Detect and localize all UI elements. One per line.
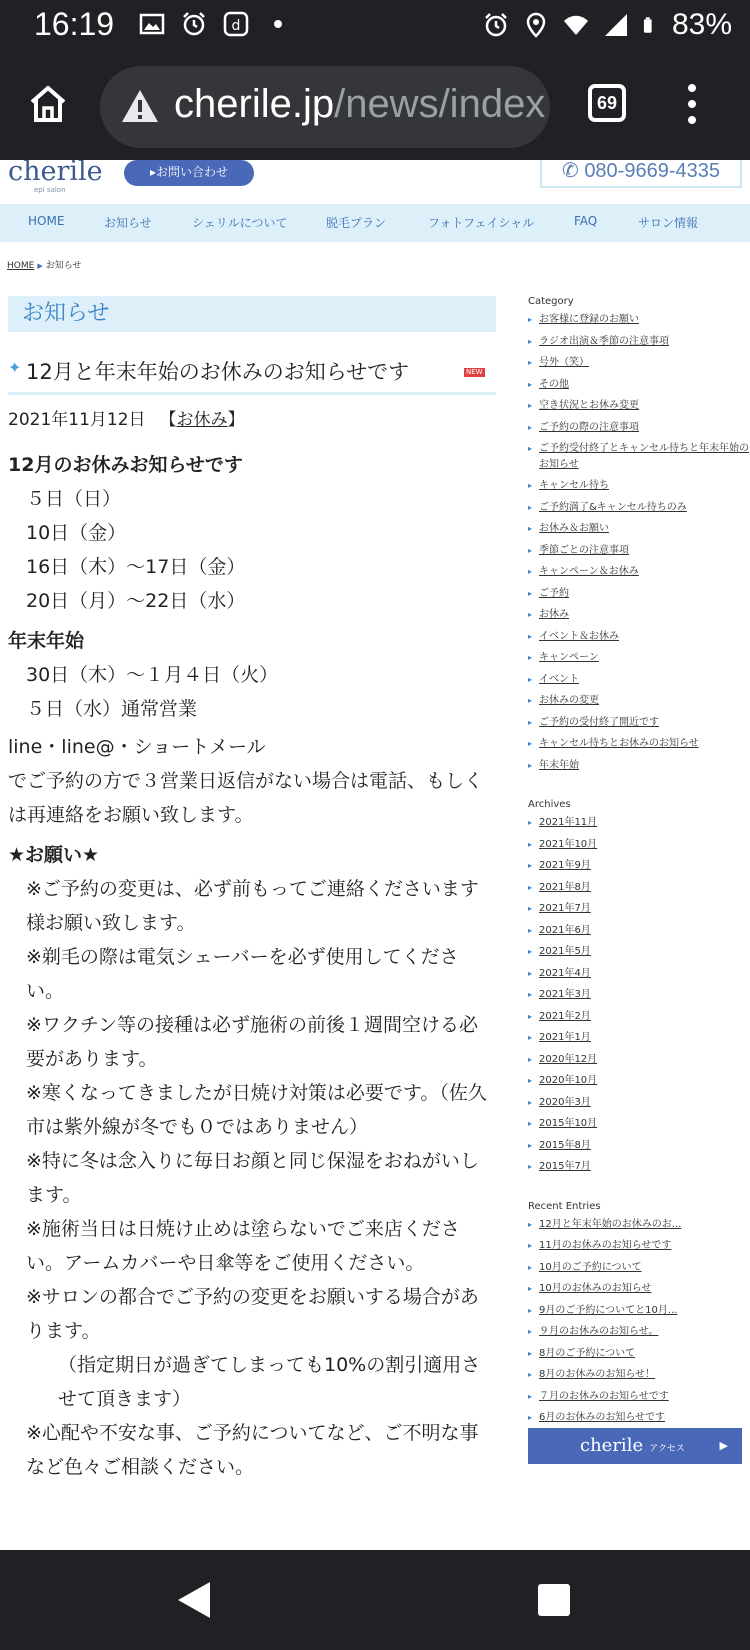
archive-link[interactable]: [528, 837, 750, 853]
url-path: /news/index: [334, 82, 546, 126]
archive-link-label: 2015年8月: [539, 1139, 591, 1151]
notification-icons: [138, 10, 292, 38]
site-nav: [0, 204, 750, 242]
svg-text:d: d: [231, 18, 241, 34]
archive-link-label: 2015年10月: [539, 1118, 598, 1129]
category-bracket-close: 】: [227, 410, 245, 430]
battery-percent: 83%: [671, 8, 732, 41]
nav-hair-removal-plan[interactable]: 脱毛プラン: [326, 216, 387, 230]
category-link-label: お客様に登録のお願い: [539, 314, 639, 325]
archive-link-label: 2021年10月: [539, 838, 598, 850]
body-paragraph: ※施術当日は日焼け止めは塗らないでご来店ください。アームカバーや日傘等をご使用ください。: [26, 1218, 460, 1274]
category-link-label: 空き状況とお休み変更: [539, 400, 639, 411]
contact-button[interactable]: ▸お問い合わせ: [124, 160, 254, 186]
recent-entries-list: [528, 1217, 750, 1426]
archive-link-label: 2021年4月: [539, 967, 591, 979]
sparkle-icon: ✦: [8, 358, 22, 377]
recent-entry-link-label: 10月のお休みのお知らせ: [539, 1283, 652, 1294]
body-paragraph: （指定期日が過ぎてしまっても10%の割引適用させて頂きます）: [58, 1354, 481, 1410]
title-divider: [8, 392, 496, 395]
signal-icon: [602, 11, 630, 39]
category-link[interactable]: [528, 500, 750, 516]
category-link[interactable]: [528, 420, 750, 436]
category-bracket-open: 【: [159, 410, 177, 430]
url-host: cherile.jp: [174, 82, 335, 126]
nav-salon-info[interactable]: サロン情報: [638, 216, 699, 230]
archive-link[interactable]: [528, 1009, 750, 1025]
archive-link[interactable]: [528, 966, 750, 982]
archive-link[interactable]: [528, 901, 750, 917]
location-icon: [522, 11, 550, 39]
category-link-label: ご予約の受付終了開近です: [539, 716, 659, 728]
post-category-link[interactable]: お休み: [176, 410, 228, 430]
category-link[interactable]: [528, 521, 750, 537]
category-link-label: イベント＆お休み: [539, 630, 619, 642]
main-content: [8, 296, 496, 1484]
archive-link[interactable]: [528, 815, 750, 831]
category-link-label: ラジオ出演＆季節の注意事項: [539, 335, 669, 347]
archive-list: [528, 815, 750, 1175]
category-link-label: 号外（笑）: [539, 357, 589, 368]
recent-entry-link-label: 8月のお休みのお知らせ！: [539, 1369, 656, 1380]
recent-entry-link[interactable]: [528, 1217, 750, 1233]
battery-icon: [642, 11, 660, 39]
category-link-label: お休みの変更: [539, 695, 599, 706]
phone-number-text: 080-9669-4335: [584, 160, 720, 182]
recent-entry-link-label: 6月のお休みのお知らせです: [539, 1412, 666, 1423]
app-d-icon: [222, 10, 250, 38]
access-button[interactable]: [528, 1428, 742, 1464]
status-time: 16:19: [34, 6, 115, 42]
gallery-icon: [138, 10, 166, 38]
alarm-icon: [180, 10, 208, 38]
archive-link-label: 2021年3月: [539, 989, 591, 1000]
body-paragraph: ５日（日）: [26, 488, 122, 510]
category-link[interactable]: [528, 736, 750, 752]
recent-entry-link-label: 11月のお休みのお知らせです: [539, 1240, 672, 1251]
category-link-label: イベント: [539, 673, 579, 685]
archive-link-label: 2021年6月: [539, 924, 591, 936]
more-menu-icon[interactable]: [682, 80, 702, 128]
body-paragraph: 16日（木）～17日（金）: [26, 556, 246, 578]
category-link[interactable]: [528, 355, 750, 371]
category-link[interactable]: [528, 715, 750, 731]
site-logo-subtitle: epi salon: [34, 186, 66, 194]
body-paragraph: ※ワクチン等の接種は必ず施術の前後１週間空ける必要があります。: [26, 1014, 478, 1070]
back-icon[interactable]: [176, 1580, 212, 1620]
post-date: 2021年11月12日: [8, 410, 146, 430]
body-paragraph: line・line@・ショートメール: [8, 736, 266, 758]
category-link[interactable]: [528, 607, 750, 623]
category-link-label: 季節ごとの注意事項: [539, 544, 629, 556]
recent-entry-link[interactable]: [528, 1260, 750, 1276]
sidebar-archives-title: Archives: [528, 799, 571, 810]
archive-link-label: 2020年3月: [539, 1096, 591, 1108]
archive-link[interactable]: [528, 1095, 750, 1111]
recent-entry-link[interactable]: [528, 1281, 750, 1297]
recent-entry-link[interactable]: [528, 1303, 750, 1319]
nav-news[interactable]: お知らせ: [104, 216, 152, 230]
archive-link[interactable]: [528, 880, 750, 896]
body-subheading: 年末年始: [8, 630, 85, 652]
recent-entry-link-label: 10月のご予約について: [539, 1261, 642, 1273]
section-heading: お知らせ: [8, 296, 496, 332]
archive-link-label: 2021年2月: [539, 1010, 591, 1022]
archive-link-label: 2021年11月: [539, 817, 598, 828]
recent-entry-link[interactable]: [528, 1410, 750, 1426]
body-paragraph: 10日（金）: [26, 522, 127, 544]
recent-entry-link[interactable]: [528, 1324, 750, 1340]
body-subheading: ★お願い★: [8, 844, 100, 866]
category-link-label: お休み: [539, 609, 569, 620]
home-icon[interactable]: [26, 82, 70, 126]
not-secure-warning-icon[interactable]: [120, 88, 160, 124]
access-logo: cherile: [580, 1435, 644, 1456]
archive-link-label: 2020年12月: [539, 1053, 598, 1065]
archive-link-label: 2021年8月: [539, 881, 591, 893]
archive-link-label: 2020年10月: [539, 1075, 598, 1086]
recent-entry-link-label: 9月のご予約についてと10月...: [539, 1304, 678, 1316]
category-link-label: ご予約満了&キャンセル待ちのみ: [539, 501, 687, 513]
category-link[interactable]: [528, 586, 750, 602]
category-link[interactable]: [528, 693, 750, 709]
category-link[interactable]: [528, 672, 750, 688]
body-paragraph: ※心配や不安な事、ご予約についてなど、ご不明な事など色々ご相談ください。: [26, 1422, 479, 1478]
category-link-label: キャンセル待ちとお休みのお知らせ: [539, 738, 699, 749]
category-link[interactable]: [528, 650, 750, 666]
category-link[interactable]: [528, 398, 750, 414]
category-link-label: その他: [539, 378, 569, 390]
recent-entry-link-label: ７月のお休みのお知らせです: [539, 1390, 669, 1402]
recent-entry-link[interactable]: [528, 1238, 750, 1254]
category-list: [528, 312, 750, 773]
arrow-right-icon: ▶: [719, 1439, 728, 1452]
address-bar[interactable]: [100, 66, 550, 148]
archive-link-label: 2021年1月: [539, 1032, 591, 1043]
body-paragraph: ５日（水）通常営業: [26, 698, 198, 720]
category-link[interactable]: [528, 564, 750, 580]
category-link-label: キャンペーン＆お休み: [539, 566, 639, 577]
tab-switcher-button[interactable]: 69: [588, 84, 626, 122]
recent-entry-link[interactable]: [528, 1389, 750, 1405]
archive-link[interactable]: [528, 1030, 750, 1046]
body-paragraph: 20日（月）～22日（水）: [26, 590, 246, 612]
archive-link-label: 2021年5月: [539, 946, 591, 957]
category-link[interactable]: [528, 441, 750, 472]
category-link-label: ご予約の際の注意事項: [539, 421, 639, 433]
post-category: [160, 410, 245, 430]
category-link[interactable]: [528, 758, 750, 774]
post-meta: [8, 405, 496, 430]
system-nav-bar: [0, 1550, 750, 1650]
nav-home[interactable]: HOME: [28, 214, 65, 228]
body-paragraph: ※特に冬は念入りに毎日お顔と同じ保湿をおねがいします。: [26, 1150, 479, 1206]
category-link-label: キャンセル待ち: [539, 480, 609, 491]
alarm-icon: [482, 11, 510, 39]
archive-link[interactable]: [528, 987, 750, 1003]
post-title: [8, 356, 496, 392]
sidebar-category-title: Category: [528, 296, 574, 307]
access-label: アクセス: [649, 1444, 685, 1454]
archive-link-label: 2021年9月: [539, 860, 591, 871]
recent-entry-link-label: 12月と年末年始のお休みのお...: [539, 1218, 682, 1230]
wifi-icon: [562, 11, 590, 39]
archive-link[interactable]: [528, 1159, 750, 1175]
category-link-label: 年末年始: [539, 759, 579, 771]
category-link-label: ご予約受付終了とキャンセル待ちと年末年始のお知らせ: [539, 443, 749, 470]
body-paragraph: ※ご予約の変更は、必ず前もってご連絡くださいます様お願い致します。: [26, 878, 479, 934]
body-paragraph: ※寒くなってきましたが日焼け対策は必要です。（佐久市は紫外線が冬でも０ではありません）: [26, 1082, 487, 1138]
archive-link-label: 2021年7月: [539, 903, 591, 914]
nav-photo-facial[interactable]: フォトフェイシャル: [428, 216, 535, 230]
recent-entry-link[interactable]: [528, 1367, 750, 1383]
archive-link[interactable]: [528, 923, 750, 939]
archive-link[interactable]: [528, 1073, 750, 1089]
recent-entry-link[interactable]: [528, 1346, 750, 1362]
breadcrumb-current: お知らせ: [45, 261, 82, 271]
web-page: [0, 160, 750, 1550]
nav-about[interactable]: シェリルについて: [192, 216, 288, 230]
phone-number[interactable]: ✆ 080-9669-4335: [540, 160, 742, 188]
body-paragraph: 30日（木）～１月４日（火）: [26, 664, 279, 686]
sidebar-recent-title: Recent Entries: [528, 1200, 601, 1212]
post-body: [8, 448, 496, 1484]
archive-link[interactable]: [528, 858, 750, 874]
archive-link[interactable]: [528, 944, 750, 960]
body-subheading: 12月のお休みお知らせです: [8, 454, 243, 476]
site-logo[interactable]: cherile: [8, 160, 103, 187]
category-link[interactable]: [528, 334, 750, 350]
system-icons: [482, 8, 732, 42]
new-badge: NEW: [466, 368, 483, 376]
breadcrumb-home[interactable]: HOME: [7, 261, 35, 271]
category-link-label: キャンペーン: [539, 652, 599, 663]
archive-link[interactable]: [528, 1116, 750, 1132]
category-link-label: お休み＆お願い: [539, 523, 609, 534]
category-link[interactable]: [528, 377, 750, 393]
post-title-text: 12月と年末年始のお休みのお知らせです: [26, 360, 410, 384]
nav-faq[interactable]: FAQ: [574, 214, 598, 228]
category-link[interactable]: [528, 629, 750, 645]
recent-apps-icon[interactable]: [538, 1584, 570, 1616]
archive-link[interactable]: [528, 1138, 750, 1154]
dot-icon: [264, 10, 292, 38]
recent-entry-link-label: 8月のご予約について: [539, 1347, 636, 1359]
status-bar: [0, 0, 750, 52]
body-paragraph: ※剃毛の際は電気シェーバーを必ず使用してください。: [26, 946, 459, 1002]
archive-link[interactable]: [528, 1052, 750, 1068]
breadcrumb: [7, 258, 81, 271]
breadcrumb-separator-icon: ▶: [37, 262, 43, 270]
sidebar: [528, 296, 750, 1452]
body-paragraph: ※サロンの都合でご予約の変更をお願いする場合があります。: [26, 1286, 479, 1342]
category-link[interactable]: [528, 543, 750, 559]
url-text[interactable]: [174, 82, 545, 127]
archive-link-label: 2015年7月: [539, 1161, 591, 1172]
category-link-label: ご予約: [539, 587, 569, 599]
recent-entry-link-label: ９月のお休みのお知らせ。: [539, 1326, 659, 1337]
category-link[interactable]: [528, 312, 750, 328]
category-link[interactable]: [528, 478, 750, 494]
body-paragraph: でご予約の方で３営業日返信がない場合は電話、もしくは再連絡をお願い致します。: [8, 770, 484, 826]
browser-toolbar: [0, 52, 750, 160]
